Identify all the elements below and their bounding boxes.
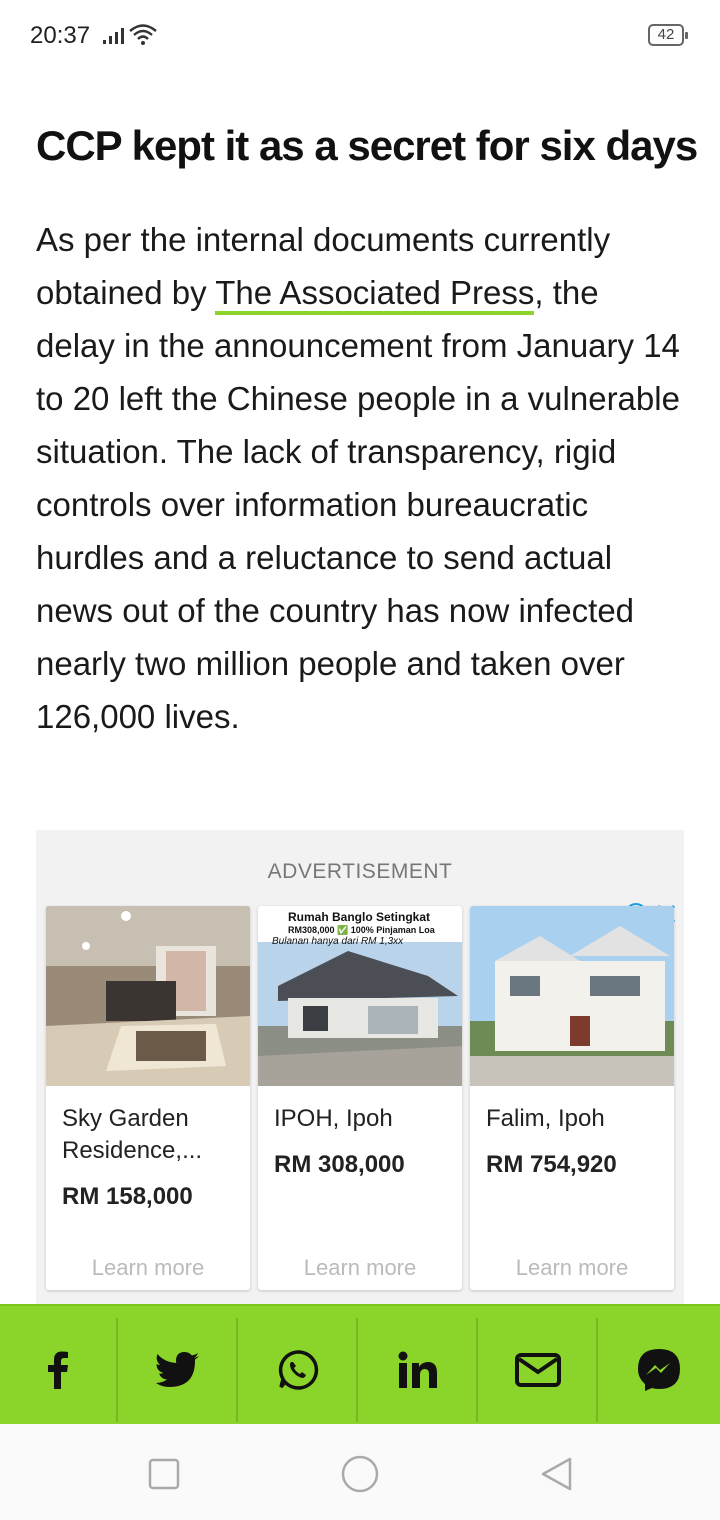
ad-price: RM 158,000 [62, 1183, 193, 1210]
ad-card[interactable] [258, 906, 462, 1290]
share-facebook-button[interactable] [0, 1318, 118, 1422]
circle-icon [340, 1454, 380, 1494]
article-text: , the delay in the announcement from January 14 to 20 left the Chinese people in a vulnerable situation. The lack of transparency, rigid controls over information bureaucratic hurdles and a reluctance to send actual news out of the country has now infected nearly two million people and taken over 126,000 lives. [36, 274, 680, 735]
wifi-icon [128, 22, 158, 48]
twitter-icon [156, 1352, 200, 1388]
share-bar [0, 1304, 720, 1424]
ad-banner-line: Bulanan hanya dari RM 1,3xx [272, 936, 404, 947]
ad-photo-interior [46, 906, 250, 1086]
ad-location: Sky Garden Residence,... [62, 1105, 203, 1164]
battery-indicator: 42 [648, 24, 684, 46]
square-icon [148, 1458, 180, 1490]
ad-card[interactable] [46, 906, 250, 1290]
ad-card[interactable] [470, 906, 674, 1290]
ad-banner-title: Rumah Banglo Setingkat [288, 910, 431, 924]
linkedin-icon [398, 1351, 438, 1389]
whatsapp-icon [277, 1349, 319, 1391]
messenger-icon [637, 1348, 681, 1392]
associated-press-link[interactable]: The Associated Press [215, 274, 534, 315]
article-heading: CCP kept it as a secret for six days [36, 122, 698, 169]
ad-location: Falim, Ipoh [486, 1105, 605, 1132]
home-button[interactable] [338, 1452, 382, 1496]
share-linkedin-button[interactable] [360, 1318, 478, 1422]
share-twitter-button[interactable] [120, 1318, 238, 1422]
share-email-button[interactable] [480, 1318, 598, 1422]
ad-price: RM 754,920 [486, 1151, 617, 1178]
share-whatsapp-button[interactable] [240, 1318, 358, 1422]
ad-location: IPOH, Ipoh [274, 1105, 393, 1132]
ad-banner-line: RM308,000 ✅ 100% Pinjaman Loa [288, 925, 435, 935]
learn-more-link[interactable]: Learn more [303, 1255, 417, 1280]
share-messenger-button[interactable] [600, 1318, 718, 1422]
system-nav-bar [0, 1424, 720, 1520]
status-time: 20:37 [30, 22, 91, 49]
learn-more-link[interactable]: Learn more [91, 1255, 205, 1280]
email-icon [515, 1353, 561, 1387]
recent-apps-button[interactable] [142, 1452, 186, 1496]
status-bar [0, 0, 720, 72]
ad-photo-house [470, 906, 674, 1086]
back-triangle-icon [539, 1456, 573, 1492]
back-button[interactable] [534, 1452, 578, 1496]
advertisement-label: ADVERTISEMENT [267, 860, 453, 883]
article-body [36, 213, 686, 743]
signal-icon [102, 26, 126, 46]
learn-more-link[interactable]: Learn more [515, 1255, 629, 1280]
facebook-icon [47, 1351, 69, 1389]
ad-price: RM 308,000 [274, 1151, 405, 1178]
article-text: As per the internal documents currently obtained by [36, 221, 611, 311]
